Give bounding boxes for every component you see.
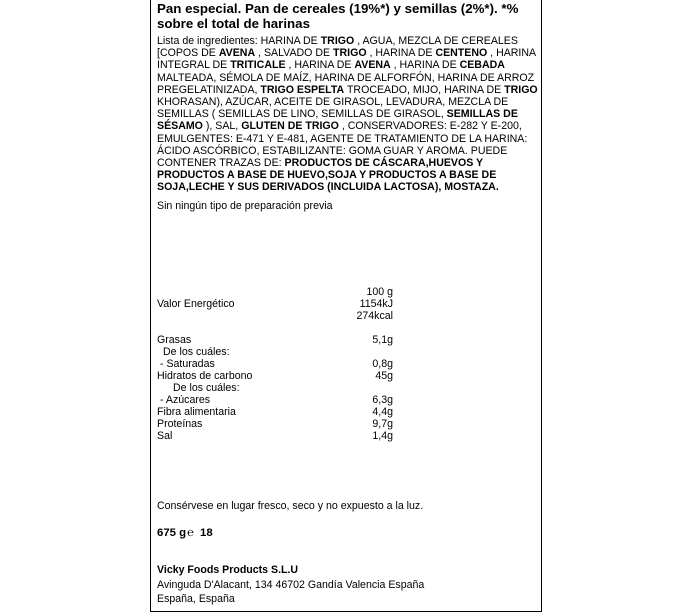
allergen-text: TRIGO [333,47,367,60]
ingredients-list [157,35,539,194]
allergen-text: AVENA [218,47,256,60]
nutrition-table [157,286,539,442]
nutrient-label: Valor Energético [157,298,235,310]
nutrient-value: 45g [375,370,393,382]
nutrition-row [157,358,539,370]
product-title: Pan especial. Pan de cereales (19%*) y semillas (2%*). *% sobre el total de harinas [157,1,519,31]
allergen-text: TRITICALE [230,59,286,72]
nutrient-label: De los cuáles: [173,382,240,394]
nutrient-label: - Saturadas [160,358,215,370]
allergen-text: TRIGO ESPELTA [260,83,345,96]
nutrient-label: Grasas [157,334,192,346]
nutrition-row [157,370,539,382]
allergen-text: GLUTEN DE TRIGO [241,120,339,133]
weight-amount: 675 g [157,527,187,539]
nutrient-value: 6,3g [372,394,393,406]
allergen-text: TRIGO [320,35,355,47]
company-country: España, España [157,593,235,605]
nutrient-value: 274kcal [356,310,393,322]
storage-instructions: Consérvese en lugar fresco, seco y no expuesto a la luz. [157,500,424,512]
net-weight [157,526,213,540]
ingredient-text: TROCEADO, MIJO, HARINA DE [344,83,505,96]
company-info [157,563,424,607]
ingredient-text: MALTEADA, SÉMOLA DE MAÍZ, HARINA DE ALFORFÓN, HARINA DE ARROZ PREGELATINIZADA, [157,71,535,96]
nutrient-label: - Azúcares [160,394,211,406]
nutrient-value: 1,4g [372,430,393,442]
label-content [157,0,539,605]
allergen-text: PRODUCTOS DE CÁSCARA,HUEVOS Y PRODUCTOS A BASE DE HUEVO,SOJA Y PRODUCTOS A BASE DE SOJA,LECHE Y SUS DERIVADOS (INCLUIDA LACTOSA), MOSTAZA. [157,157,499,194]
ingredient-text: Lista de ingredientes: HARINA DE [157,35,321,47]
nutrition-header-row [157,286,539,298]
nutrient-label: Sal [157,430,173,442]
nutrient-value: 5,1g [372,334,393,346]
nutrient-label: Proteínas [157,418,203,430]
allergen-text: SEMILLAS DE SÉSAMO [157,108,518,133]
nutrient-value: 4,4g [372,406,393,418]
nutrition-row [157,298,539,310]
nutrient-label: Fibra alimentaria [157,406,236,418]
nutrient-label: De los cuáles: [163,346,230,358]
nutrition-row [157,382,539,394]
allergen-text: TRIGO [504,83,538,96]
nutrition-row [157,430,539,442]
nutrition-row [157,346,539,358]
nutrition-row [157,394,539,406]
nutrition-row [157,418,539,430]
company-name: Vicky Foods Products S.L.U [157,564,299,576]
ingredient-text: KHORASAN), AZÚCAR, ACEITE DE GIRASOL, LEVADURA, MEZCLA DE SEMILLAS ( SEMILLAS DE LINO, SEMILLAS DE GIRASOL, [157,96,509,121]
allergen-text: CENTENO [435,47,488,60]
preparation-note: Sin ningún tipo de preparación previa [157,199,333,212]
label-panel [150,0,542,612]
company-address: Avinguda D'Alacant, 134 46702 Gandía Valencia España [157,578,425,591]
nutrition-row [157,310,539,322]
allergen-text: CEBADA [459,59,505,72]
ingredient-text: , HARINA DE [366,47,436,60]
ingredient-text: , SALVADO DE [255,47,334,60]
nutrition-header: 100 g [366,286,393,298]
ingredient-text: ), SAL, [202,120,242,133]
ingredient-text: , HARINA DE [390,59,460,72]
estimate-symbol-icon: ℮ [187,527,194,539]
ingredient-text: , HARINA INTEGRAL DE [157,47,536,72]
ingredient-text: , AGUA, MEZCLA DE CEREALES [COPOS DE [157,35,518,60]
nutrition-row [157,334,539,346]
nutrient-value: 0,8g [372,358,393,370]
allergen-text: AVENA [354,59,391,72]
nutrient-value: 9,7g [372,418,393,430]
unit-count: 18 [199,527,213,539]
nutrient-value: 1154kJ [359,298,393,310]
nutrition-row [157,322,539,334]
nutrient-label: Hidratos de carbono [157,370,253,382]
ingredient-text: , CONSERVADORES: E-282 Y E-200, EMULGENTES: E-471 Y E-481, AGENTE DE TRATAMIENTO DE LA HARINA: ÁCIDO ASCÓRBICO, ESTABILIZANTE: GOMA GUAR Y AROMA. PUEDE CONTENER TRAZAS DE: [157,120,528,170]
ingredient-text: , HARINA DE [285,59,355,72]
nutrition-row [157,406,539,418]
